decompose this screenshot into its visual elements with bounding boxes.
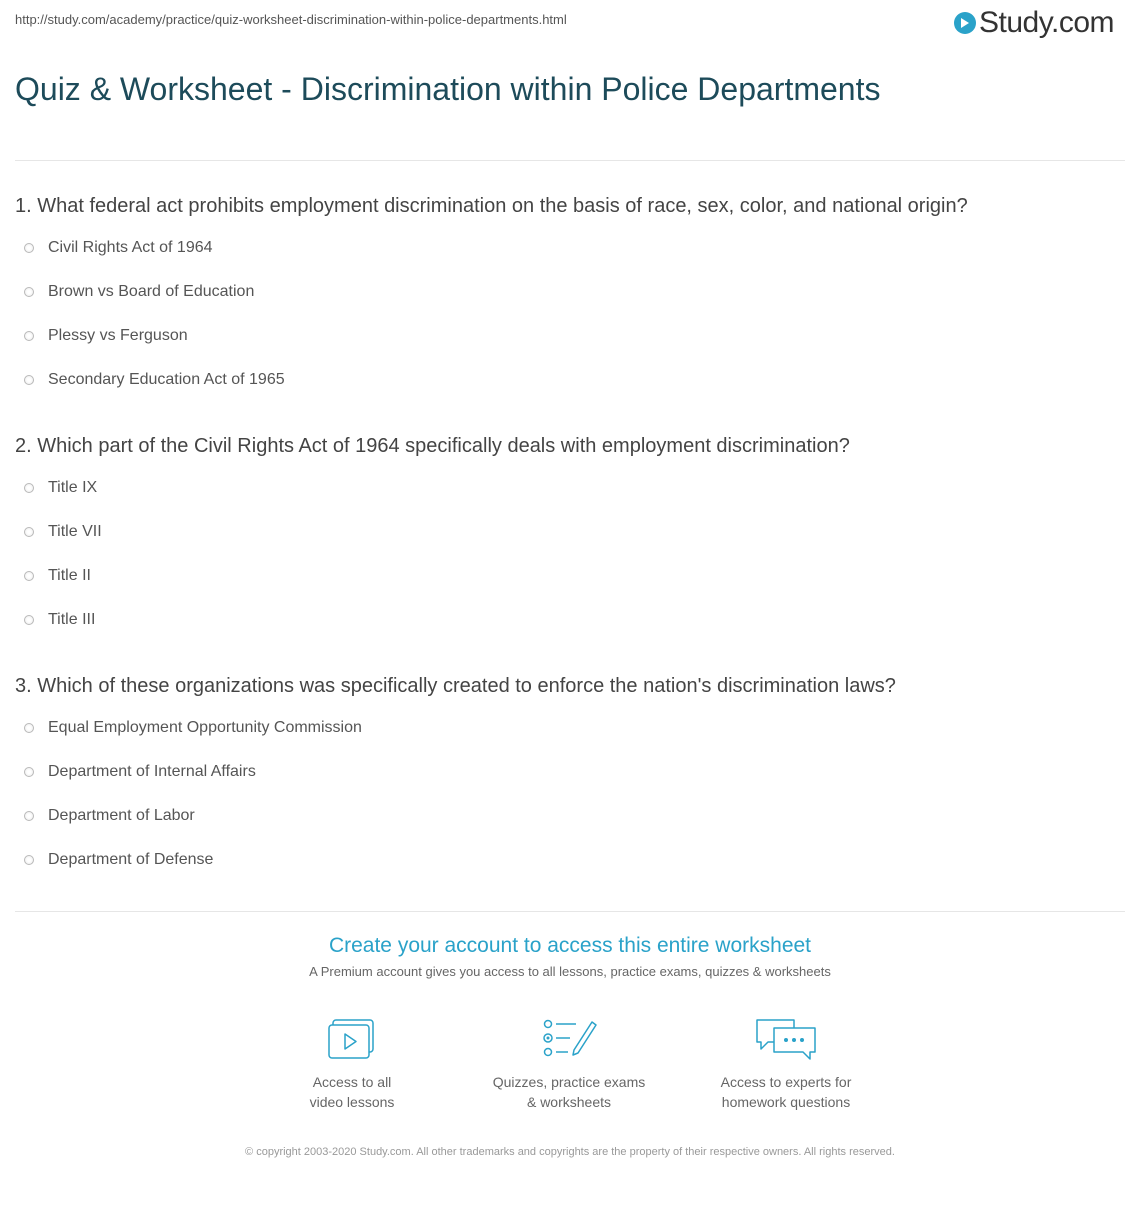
- radio-button[interactable]: [24, 287, 34, 297]
- copyright-footer: © copyright 2003-2020 Study.com. All other trademarks and copyrights are the property of their respective owners. All rights reserved.: [245, 1146, 895, 1158]
- radio-button[interactable]: [24, 723, 34, 733]
- answer-option[interactable]: [15, 358, 1125, 402]
- feature-experts: [686, 1016, 886, 1112]
- radio-button[interactable]: [24, 483, 34, 493]
- create-account-link[interactable]: Create your account to access this entire worksheet: [328, 934, 812, 957]
- question-3: [15, 674, 1125, 882]
- answer-label: Department of Defense: [48, 851, 214, 868]
- title-divider: [15, 160, 1125, 161]
- cta-subtitle: A Premium account gives you access to all lessons, practice exams, quizzes & worksheets: [309, 964, 831, 979]
- answer-option[interactable]: [15, 510, 1125, 554]
- feature-label: Quizzes, practice exams & worksheets: [492, 1074, 646, 1110]
- answer-label: Department of Labor: [48, 807, 195, 824]
- answer-option[interactable]: [15, 554, 1125, 598]
- top-bar: [0, 0, 1140, 50]
- answer-option[interactable]: [15, 838, 1125, 882]
- answer-option[interactable]: [15, 750, 1125, 794]
- feature-label: Access to experts for homework questions: [720, 1074, 852, 1110]
- answer-label: Title II: [48, 567, 91, 584]
- radio-button[interactable]: [24, 243, 34, 253]
- answer-label: Title VII: [48, 523, 102, 540]
- feature-quizzes: [469, 1016, 669, 1112]
- feature-label: Access to all video lessons: [309, 1074, 395, 1110]
- questions-divider: [15, 911, 1125, 912]
- answer-label: Civil Rights Act of 1964: [48, 239, 213, 256]
- answer-label: Equal Employment Opportunity Commission: [48, 719, 362, 736]
- quiz-checklist-icon: [540, 1016, 598, 1062]
- answer-option[interactable]: [15, 270, 1125, 314]
- video-lessons-icon: [326, 1016, 378, 1062]
- expert-chat-icon: [754, 1016, 818, 1062]
- radio-button[interactable]: [24, 811, 34, 821]
- radio-button[interactable]: [24, 855, 34, 865]
- logo-text: Study.com: [979, 6, 1114, 39]
- question-text: 1. What federal act prohibits employment discrimination on the basis of race, sex, color, and national origin?: [15, 195, 968, 217]
- question-text: 3. Which of these organizations was specifically created to enforce the nation's discrimination laws?: [15, 675, 896, 697]
- answer-label: Brown vs Board of Education: [48, 283, 255, 300]
- play-icon: [954, 12, 976, 34]
- answer-label: Secondary Education Act of 1965: [48, 371, 285, 388]
- study-logo[interactable]: [954, 6, 1114, 40]
- radio-button[interactable]: [24, 615, 34, 625]
- answer-label: Plessy vs Ferguson: [48, 327, 188, 344]
- page-url[interactable]: http://study.com/academy/practice/quiz-worksheet-discrimination-within-police-departments.html: [15, 12, 567, 27]
- answer-option[interactable]: [15, 706, 1125, 750]
- answer-option[interactable]: [15, 466, 1125, 510]
- feature-video-lessons: [252, 1016, 452, 1112]
- question-2: [15, 434, 1125, 642]
- question-1: [15, 194, 1125, 402]
- answer-option[interactable]: [15, 794, 1125, 838]
- radio-button[interactable]: [24, 571, 34, 581]
- answer-option[interactable]: [15, 598, 1125, 642]
- radio-button[interactable]: [24, 331, 34, 341]
- answer-label: Title IX: [48, 479, 98, 496]
- radio-button[interactable]: [24, 527, 34, 537]
- signup-cta: [0, 934, 1140, 979]
- page-title: Quiz & Worksheet - Discrimination within Police Departments: [15, 71, 881, 107]
- radio-button[interactable]: [24, 375, 34, 385]
- answer-option[interactable]: [15, 226, 1125, 270]
- question-text: 2. Which part of the Civil Rights Act of 1964 specifically deals with employment discrimination?: [15, 435, 850, 457]
- radio-button[interactable]: [24, 767, 34, 777]
- answer-option[interactable]: [15, 314, 1125, 358]
- answer-label: Department of Internal Affairs: [48, 763, 256, 780]
- answer-label: Title III: [48, 611, 96, 628]
